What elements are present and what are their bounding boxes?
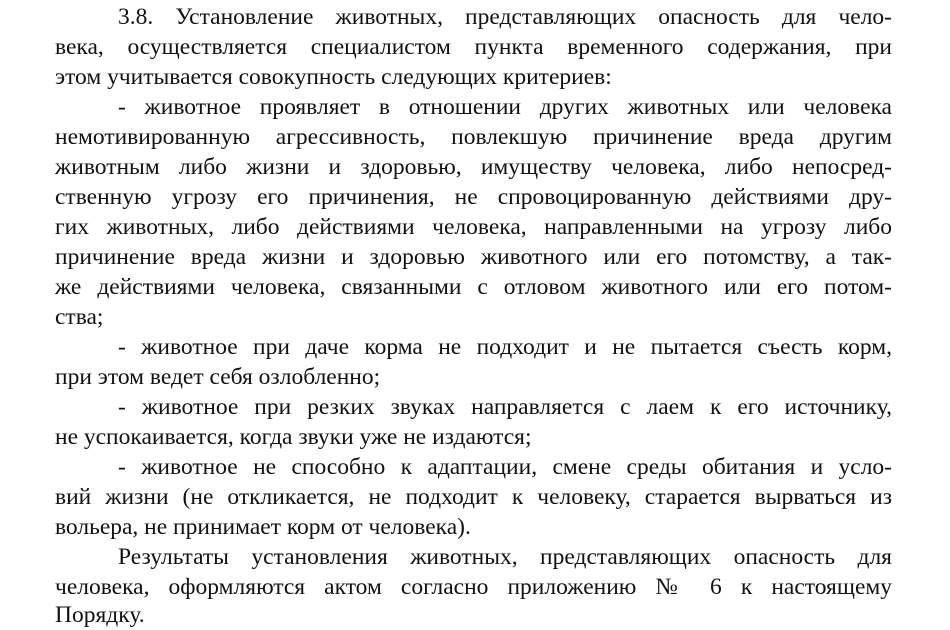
results-paragraph-line: Порядку. (55, 602, 145, 628)
criterion-aggression-line: - животное проявляет в отношении других животных или человека (118, 94, 892, 120)
criterion-sounds-line: не успокаивается, когда звуки уже не издаются; (55, 424, 532, 450)
criterion-aggression-line: ственную угрозу его причинения, не спровоцированную действиями дру- (55, 184, 892, 210)
paragraph-3-8-line: века, осуществляется специалистом пункта временного содержания, при (55, 34, 892, 60)
criterion-aggression-line: причинение вреда жизни и здоровью животного или его потомству, а так- (55, 244, 892, 270)
criterion-adaptation-line: вий жизни (не откликается, не подходит к человеку, старается вырваться из (55, 484, 892, 510)
results-paragraph-line: Результаты установления животных, представляющих опасность для (118, 544, 892, 570)
results-paragraph-line: человека, оформляются актом согласно приложению № 6 к настоящему (55, 574, 892, 600)
criterion-adaptation-line: - животное не способно к адаптации, смене среды обитания и усло- (118, 454, 892, 480)
criterion-feeding-line: - животное при даче корма не подходит и не пытается съесть корм, (118, 334, 892, 360)
paragraph-3-8-line: 3.8. Установление животных, представляющих опасность для чело- (118, 4, 892, 30)
criterion-sounds-line: - животное при резких звуках направляется с лаем к его источнику, (118, 394, 892, 420)
criterion-aggression-line: же действиями человека, связанными с отловом животного или его потом- (55, 274, 892, 300)
criterion-aggression-line: животным либо жизни и здоровью, имуществу человека, либо непосред- (55, 154, 892, 180)
criterion-aggression-line: гих животных, либо действиями человека, направленными на угрозу либо (55, 214, 892, 240)
criterion-aggression-line: немотивированную агрессивность, повлекшую причинение вреда другим (55, 124, 892, 150)
criterion-feeding-line: при этом ведет себя озлобленно; (55, 364, 381, 390)
criterion-aggression-line: ства; (55, 304, 104, 330)
paragraph-3-8-line: этом учитывается совокупность следующих критериев: (55, 64, 612, 90)
criterion-adaptation-line: вольера, не принимает корм от человека). (55, 514, 471, 540)
